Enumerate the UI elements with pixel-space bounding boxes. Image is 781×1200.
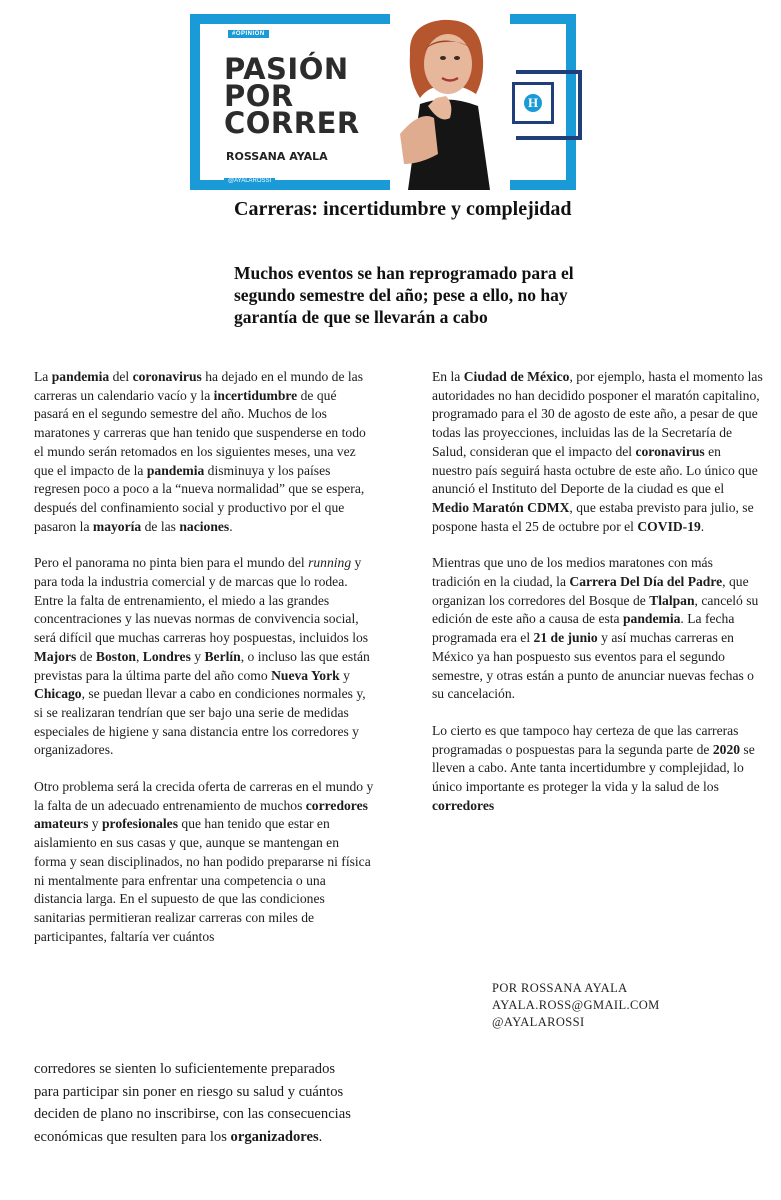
bold-term: incertidumbre [213, 387, 298, 403]
signature-email[interactable]: AYALA.ROSS@GMAIL.COM [492, 998, 660, 1012]
bold-term: coronavirus [132, 369, 202, 384]
paragraph: Otro problema será la crecida oferta de carreras en el mundo y la falta de un adecuado entrenamiento de muchos corredores amateurs y profesionales que han tenido que estar en aislamiento en sus casas y que, aunque se mantengan en forma y sean disciplinados, no han podido prepararse ni física ni mentalmente para enfrentar una competencia o una distancia larga. En el supuesto de que las condiciones sanitarias permitieran realizar carreras con miles de participantes, faltaría ver cuántos [34, 779, 374, 944]
bold-term: naciones [179, 518, 230, 534]
bold-term: pandemia [622, 611, 681, 627]
bold-term: Carrera Del Día del Padre [569, 574, 723, 590]
signature-name: POR ROSSANA AYALA [492, 981, 628, 995]
banner-handle: @AYALAROSSI [224, 178, 275, 184]
column-title-line: CORRER [224, 106, 360, 140]
column-title-line: PASIÓN [224, 52, 349, 86]
bold-term: COVID-19 [637, 518, 701, 534]
article-headline: Carreras: incertidumbre y complejidad [234, 198, 572, 220]
bold-term: profesionales [101, 816, 178, 832]
right-column [432, 368, 764, 833]
bold-term: Berlín [204, 648, 241, 664]
column-title [224, 52, 414, 140]
paragraph: Lo cierto es que tampoco hay certeza de que las carreras programadas o pospuestas para la segunda parte de 2020 se lleven a cabo. Ante tanta incertidumbre y complejidad, lo único importante es proteger la vida y la salud de los corredores [432, 722, 755, 813]
paragraph: La pandemia del coronavirus ha dejado en el mundo de las carreras un calendario vacío y la incertidumbre de qué pasará en el segundo semestre del año. Muchos de los maratones y carreras que han tenido que suspenderse en todo el mundo serán retomados en los siguientes meses, una vez que el impacto de la pandemia disminuya y los países regresen poco a poco a la “nueva normalidad” que se espera, después del confinamiento social y productivo por el que pasaron la mayoría de las naciones. [34, 369, 366, 534]
column-title-line: POR [224, 79, 294, 113]
left-column-continuation: corredores se sienten lo suficientemente preparados para participar sin poner en riesgo su salud y cuántos deciden de plano no inscribirse, con las consecuencias económicas que resulten para los organizadores. [34, 1061, 351, 1145]
bold-term: pandemia [51, 369, 110, 384]
banner-author: ROSSANA AYALA [226, 150, 328, 163]
opinion-tag: #OPINIÓN [228, 30, 269, 38]
bold-term: organizadores [230, 1128, 319, 1145]
bold-term: Chicago [34, 686, 82, 702]
author-signature [492, 980, 660, 1031]
bold-term: 2020 [712, 741, 741, 757]
bold-term: mayoría [92, 518, 142, 534]
italic-term: running [308, 555, 352, 571]
bold-term: Majors [34, 648, 77, 664]
bold-term: corredores amateurs [34, 797, 368, 832]
bold-term: Londres [142, 648, 191, 664]
logo-letter: H [524, 94, 542, 112]
bold-term: 21 de junio [533, 630, 598, 646]
left-column [34, 368, 374, 964]
paragraph: En la Ciudad de México, por ejemplo, hasta el momento las autoridades no han decidido posponer el maratón capitalino, programado para el 30 de agosto de este año, a pesar de que todas las proyecciones, incluidas las de la Secretaría de Salud, consideran que el impacto del coronavirus en nuestro país seguirá hasta octubre de este año. Lo único que anunció el Instituto del Deporte de la ciudad es que el Medio Maratón CDMX, que estaba previsto para julio, se pospone hasta el 25 de octubre por el COVID-19. [432, 369, 763, 534]
bold-term: Ciudad de México [463, 369, 570, 384]
signature-handle[interactable]: @AYALAROSSI [492, 1015, 585, 1029]
bold-term: Nueva York [271, 667, 340, 683]
bold-term: pandemia [146, 462, 205, 478]
bold-term: Tlalpan [649, 592, 695, 608]
paragraph: Pero el panorama no pinta bien para el mundo del running y para toda la industria comercial y de marcas que lo rodea. Entre la falta de entrenamiento, el miedo a las grandes concentraciones y las nuevas normas de convivencia social, será difícil que muchas carreras hoy pospuestas, incluidos los Majors de Boston, Londres y Berlín, o incluso las que están previstas para la última parte del año como Nueva York y Chicago, se puedan llevar a cabo en condiciones normales y, si se realizaran tendrían que ser bajo una serie de medidas especiales de higiene y sana distancia entre los corredores y organizadores. [34, 555, 370, 758]
newspaper-logo [512, 82, 554, 124]
paragraph: Mientras que uno de los medios maratones con más tradición en la ciudad, la Carrera Del Día del Padre, que organizan los corredores del Bosque de Tlalpan, canceló su edición de este año a causa de esta pandemia. La fecha programada era el 21 de junio y así muchas carreras en México ya han pospuesto sus eventos para el segundo semestre, y otras están a punto de anunciar nuevas fechas o su cancelación. [432, 555, 759, 702]
author-portrait [390, 14, 510, 190]
bold-term: coronavirus [635, 443, 705, 459]
bold-term: Medio Maratón CDMX [432, 499, 570, 515]
bold-term: corredores [432, 797, 495, 813]
article-subhead: Muchos eventos se han reprogramado para el segundo semestre del año; pese a ello, no hay garantía de que se llevarán a cabo [234, 263, 574, 327]
bold-term: Boston [95, 648, 136, 664]
